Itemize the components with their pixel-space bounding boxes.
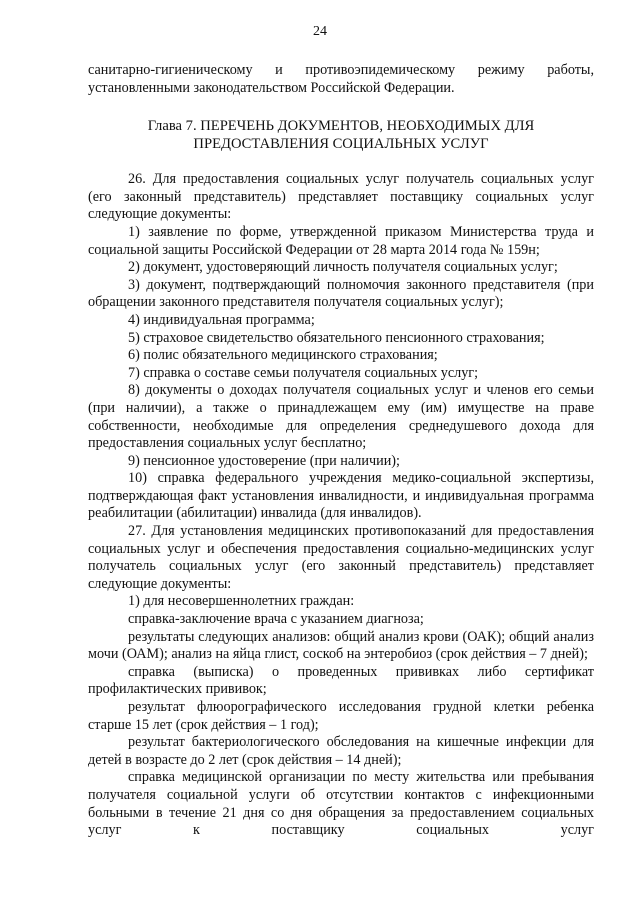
doc-item-6: 6) полис обязательного медицинского страхования; <box>128 347 438 364</box>
paragraph-27: 27. Для установления медицинских противопоказаний для предоставления социальных услуг и обеспечения предоставления социально-медицинских услуг получатель социальных услуг (его законный представитель) представляет следующие документы: <box>88 523 594 592</box>
chapter-heading-line-2: ПРЕДОСТАВЛЕНИЯ СОЦИАЛЬНЫХ УСЛУГ <box>193 136 489 153</box>
doc-item-9: 9) пенсионное удостоверение (при наличии); <box>128 452 400 469</box>
intro-paragraph: санитарно-гигиеническому и противоэпидемическому режиму работы, установленными законодательством Российской Федерации. <box>88 62 594 96</box>
chapter-heading <box>88 117 594 153</box>
minors-item-bacteriology: результат бактериологического обследования на кишечные инфекции для детей в возрасте до 2 лет (срок действия – 14 дней); <box>88 734 594 768</box>
doc-item-8: 8) документы о доходах получателя социальных услуг и членов его семьи (при наличии), а также о принадлежащем ему (им) имуществе на праве собственности, необходимые для определения среднедушевого дохода для предоставления социальных услуг бесплатно; <box>88 382 594 452</box>
minors-item-vaccinations: справка (выписка) о проведенных прививках либо сертификат профилактических прививок; <box>88 663 594 698</box>
minors-item-analyses: результаты следующих анализов: общий анализ крови (ОАК); общий анализ мочи (ОАМ); анализ на яйца глист, соскоб на энтеробиоз (срок действия – 7 дней); <box>88 628 594 663</box>
minors-heading: 1) для несовершеннолетних граждан: <box>128 593 355 610</box>
page-number: 24 <box>313 24 327 39</box>
document-body <box>88 62 594 840</box>
minors-item-fluorography: результат флюорографического исследования грудной клетки ребенка старше 15 лет (срок действия – 1 год); <box>88 699 594 733</box>
doc-item-5: 5) страховое свидетельство обязательного пенсионного страхования; <box>128 329 545 346</box>
paragraph-26: 26. Для предоставления социальных услуг получатель социальных услуг (его законный представитель) представляет поставщику социальных услуг следующие документы: <box>88 171 594 223</box>
doc-item-3: 3) документ, подтверждающий полномочия законного представителя (при обращении законного представителя получателя социальных услуг); <box>88 276 594 311</box>
doc-item-7: 7) справка о составе семьи получателя социальных услуг; <box>128 364 479 381</box>
chapter-heading-line-1: Глава 7. ПЕРЕЧЕНЬ ДОКУМЕНТОВ, НЕОБХОДИМЫХ ДЛЯ <box>147 118 535 135</box>
minors-item-certificate: справка-заключение врача с указанием диагноза; <box>128 611 424 628</box>
doc-item-4: 4) индивидуальная программа; <box>128 311 315 328</box>
minors-item-contacts: справка медицинской организации по месту жительства или пребывания получателя социальной услуги об отсутствии контактов с инфекционными больными в течение 21 дня со дня обращения за предоставлением социальных услуг к поставщику социальных услуг <box>88 769 594 839</box>
doc-item-2: 2) документ, удостоверяющий личность получателя социальных услуг; <box>128 259 558 276</box>
doc-item-1: 1) заявление по форме, утвержденной приказом Министерства труда и социальной защиты Российской Федерации от 28 марта 2014 года № 159н; <box>88 223 594 258</box>
doc-item-10: 10) справка федерального учреждения медико-социальной экспертизы, подтверждающая факт установления инвалидности, и индивидуальная программа реабилитации (абилитации) инвалида (для инвалидов). <box>88 470 594 522</box>
